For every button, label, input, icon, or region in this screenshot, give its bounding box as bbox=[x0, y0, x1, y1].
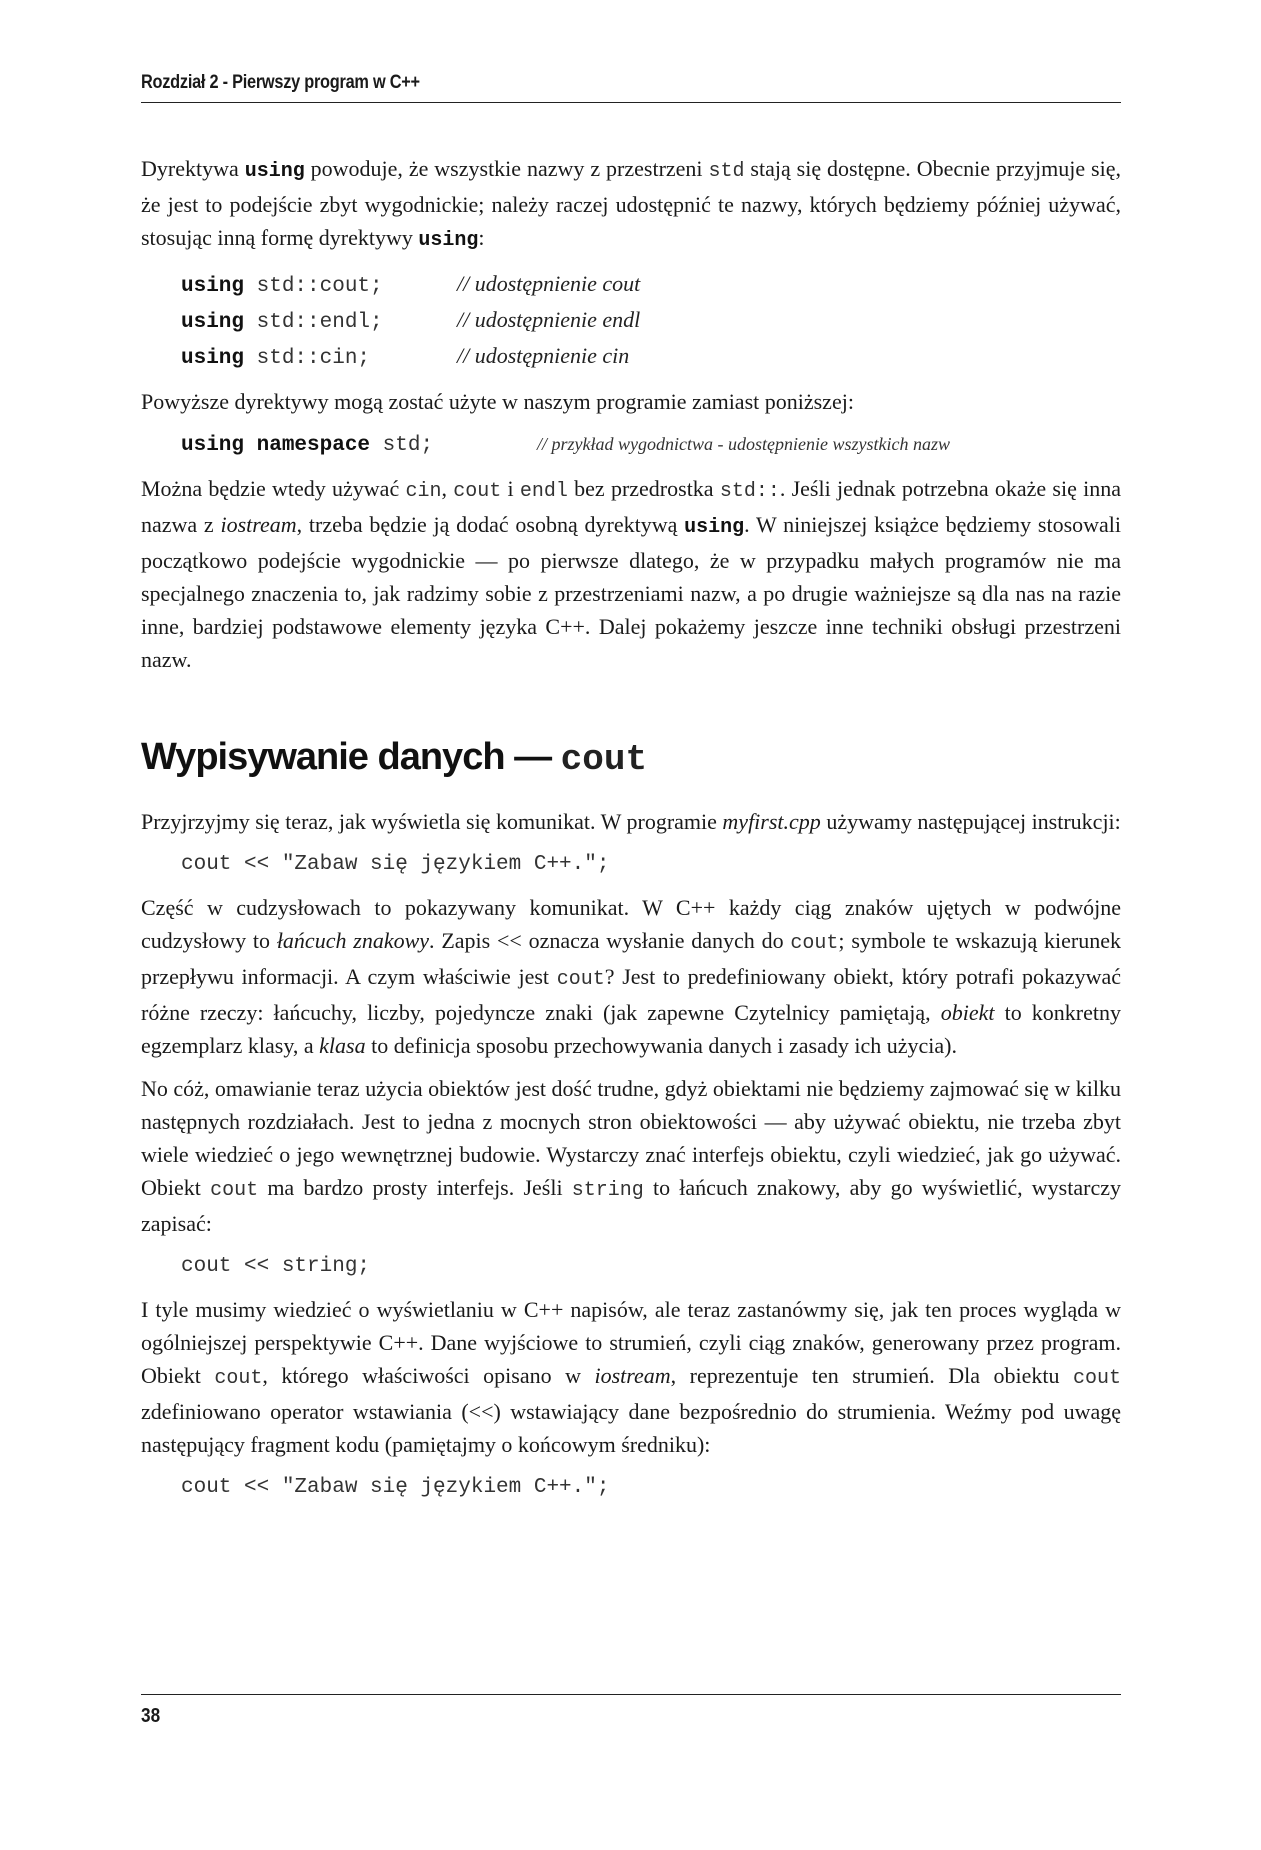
code-text: std::endl; bbox=[244, 311, 383, 334]
paragraph-intro bbox=[141, 805, 1121, 838]
code-block-using-declarations bbox=[181, 267, 1121, 375]
text: powoduje, że wszystkie nazwy z przestrzeni bbox=[304, 156, 709, 181]
section-title-code: cout bbox=[560, 739, 648, 780]
text: to konkretny egzemplarz klasy, a bbox=[141, 1000, 1121, 1058]
paragraph-prefix bbox=[141, 472, 1121, 676]
code-text: std::cin; bbox=[244, 347, 371, 370]
page-content bbox=[141, 152, 1121, 1514]
text: , reprezentuje ten strumień. Dla obiektu bbox=[670, 1363, 1073, 1388]
italic-term: obiekt bbox=[940, 1000, 995, 1025]
italic-iostream: iostream bbox=[594, 1363, 671, 1388]
code-std-prefix: std:: bbox=[719, 480, 780, 503]
paragraph-directives: Powyższe dyrektywy mogą zostać użyte w naszym programie zamiast poniższej: bbox=[141, 389, 854, 414]
code-cin: cin bbox=[405, 480, 442, 503]
code-std: std bbox=[708, 160, 745, 183]
code-cout: cout bbox=[210, 1179, 259, 1202]
code-comment: // udostępnienie cout bbox=[457, 271, 641, 296]
text: Część w cudzysłowach to pokazywany komunikat. W C++ każdy ciąg znaków ujętych w podwójne cudzysłowy to bbox=[141, 895, 1121, 953]
keyword-using: using bbox=[181, 275, 245, 298]
code-text: std; bbox=[370, 434, 434, 457]
keyword-using: using bbox=[181, 347, 245, 370]
text: ma bardzo prosty interfejs. Jeśli bbox=[258, 1175, 572, 1200]
italic-iostream: iostream bbox=[220, 512, 297, 537]
text: Można będzie wtedy używać bbox=[141, 476, 406, 501]
code-string: string bbox=[571, 1179, 644, 1202]
code-comment: // udostępnienie endl bbox=[457, 307, 641, 332]
text: i bbox=[501, 476, 520, 501]
text: No cóż, omawianie teraz użycia obiektów jest dość trudne, gdyż obiektami nie będziemy zajmować się w kilku następnych rozdziałach. Jest to jedna z mocnych stron obiektowości — aby używać obiektu, nie trzeba zbyt wiele wiedzieć o jego wewnętrznej budowie. Wystarczy znać interfejs obiektu, czyli wiedzieć, jak go używać. Obiekt bbox=[141, 1076, 1121, 1200]
text: . Jeśli jednak potrzebna okaże się inna nazwa z bbox=[141, 476, 1121, 537]
text: I tyle musimy wiedzieć o wyświetlaniu w C++ napisów, ale teraz zastanówmy się, jak ten proces wygląda w ogólniejszej perspektywie C++. Dane wyjściowe to strumień, czyli ciąg znaków, generowany przez program. Obiekt bbox=[141, 1297, 1121, 1388]
text: bez przedrostka bbox=[567, 476, 720, 501]
keyword-using: using bbox=[244, 160, 305, 183]
italic-filename: myfirst.cpp bbox=[722, 809, 821, 834]
text: to definicja sposobu przechowywania danych i zasady ich użycia). bbox=[365, 1033, 957, 1058]
code-block-using-namespace bbox=[181, 428, 1121, 462]
text: . W niniejszej książce będziemy stosowali początkowo podejście wygodnickie — po pierwsze dlatego, że w przypadku małych programów nie ma specjalnego znaczenia to, jak radzimy sobie z przestrzeniami nazw, a po drugie ważniejsze są dla nas na razie inne, bardziej podstawowe elementy języka C++. Dalej pokażemy jeszcze inne techniki obsługi przestrzeni nazw. bbox=[141, 512, 1122, 672]
code-block-cout-statement-2 bbox=[181, 1471, 1121, 1504]
code-text: std::cout; bbox=[244, 275, 383, 298]
text: używamy następującej instrukcji: bbox=[820, 809, 1121, 834]
code-line bbox=[181, 303, 1121, 339]
code-cout: cout bbox=[214, 1367, 263, 1390]
code-block-cout-string bbox=[181, 1250, 1121, 1283]
code-line: cout << "Zabaw się językiem C++."; bbox=[181, 1476, 610, 1499]
keyword-using: using bbox=[684, 516, 745, 539]
running-header: Rozdział 2 - Pierwszy program w C++ bbox=[141, 72, 420, 93]
paragraph-using-directive bbox=[141, 152, 1121, 257]
code-block-cout-statement bbox=[181, 848, 1121, 881]
keyword-using: using bbox=[418, 229, 479, 252]
footer-rule bbox=[141, 1694, 1121, 1695]
section-heading bbox=[141, 734, 1121, 783]
keyword-using-namespace: using namespace bbox=[181, 434, 371, 457]
italic-term: klasa bbox=[319, 1033, 366, 1058]
code-line bbox=[181, 267, 1121, 303]
text: . Zapis << oznacza wysłanie danych do bbox=[429, 928, 791, 953]
text: , trzeba będzie ją dodać osobną dyrektywą bbox=[296, 512, 685, 537]
code-endl: endl bbox=[519, 480, 568, 503]
code-cout: cout bbox=[790, 932, 839, 955]
code-comment: // przykład wygodnictwa - udostępnienie wszystkich nazw bbox=[537, 434, 950, 454]
section-title-text: Wypisywanie danych — bbox=[141, 736, 561, 778]
text: , bbox=[441, 476, 454, 501]
text: ; symbole te wskazują kierunek przepływu informacji. A czym właściwie jest bbox=[141, 928, 1121, 989]
code-cout: cout bbox=[1072, 1367, 1121, 1390]
header-rule bbox=[141, 102, 1121, 103]
code-cout: cout bbox=[556, 968, 605, 991]
page-number: 38 bbox=[141, 1705, 161, 1727]
code-line bbox=[181, 339, 1121, 375]
keyword-using: using bbox=[181, 311, 245, 334]
code-line: cout << string; bbox=[181, 1255, 371, 1278]
paragraph-string bbox=[141, 891, 1121, 1062]
code-line bbox=[181, 428, 1121, 462]
code-line: cout << "Zabaw się językiem C++."; bbox=[181, 853, 610, 876]
text: zdefiniowano operator wstawiania (<<) wstawiający dane bezpośrednio do strumienia. Weźmy pod uwagę następujący fragment kodu (pamiętajmy o końcowym średniku): bbox=[141, 1399, 1121, 1457]
code-comment: // udostępnienie cin bbox=[457, 343, 630, 368]
text: ? Jest to predefiniowany obiekt, który potrafi pokazywać różne rzeczy: łańcuchy, liczby, pojedyncze znaki (jak zapewne Czytelnicy pamiętają, bbox=[141, 964, 1122, 1025]
code-cout: cout bbox=[453, 480, 502, 503]
italic-term: łańcuch znakowy bbox=[276, 928, 430, 953]
paragraph-objects bbox=[141, 1072, 1121, 1240]
text: : bbox=[478, 225, 485, 250]
text: Dyrektywa bbox=[141, 156, 245, 181]
text: stają się dostępne. Obecnie przyjmuje się, że jest to podejście zbyt wygodnickie; należy raczej udostępnić te nazwy, których będziemy później używać, stosując inną formę dyrektywy bbox=[141, 156, 1121, 250]
text: Przyjrzyjmy się teraz, jak wyświetla się komunikat. W programie bbox=[141, 809, 723, 834]
paragraph-stream bbox=[141, 1293, 1121, 1461]
text: , którego właściwości opisano w bbox=[262, 1363, 595, 1388]
text: to łańcuch znakowy, aby go wyświetlić, wystarczy zapisać: bbox=[141, 1175, 1121, 1236]
